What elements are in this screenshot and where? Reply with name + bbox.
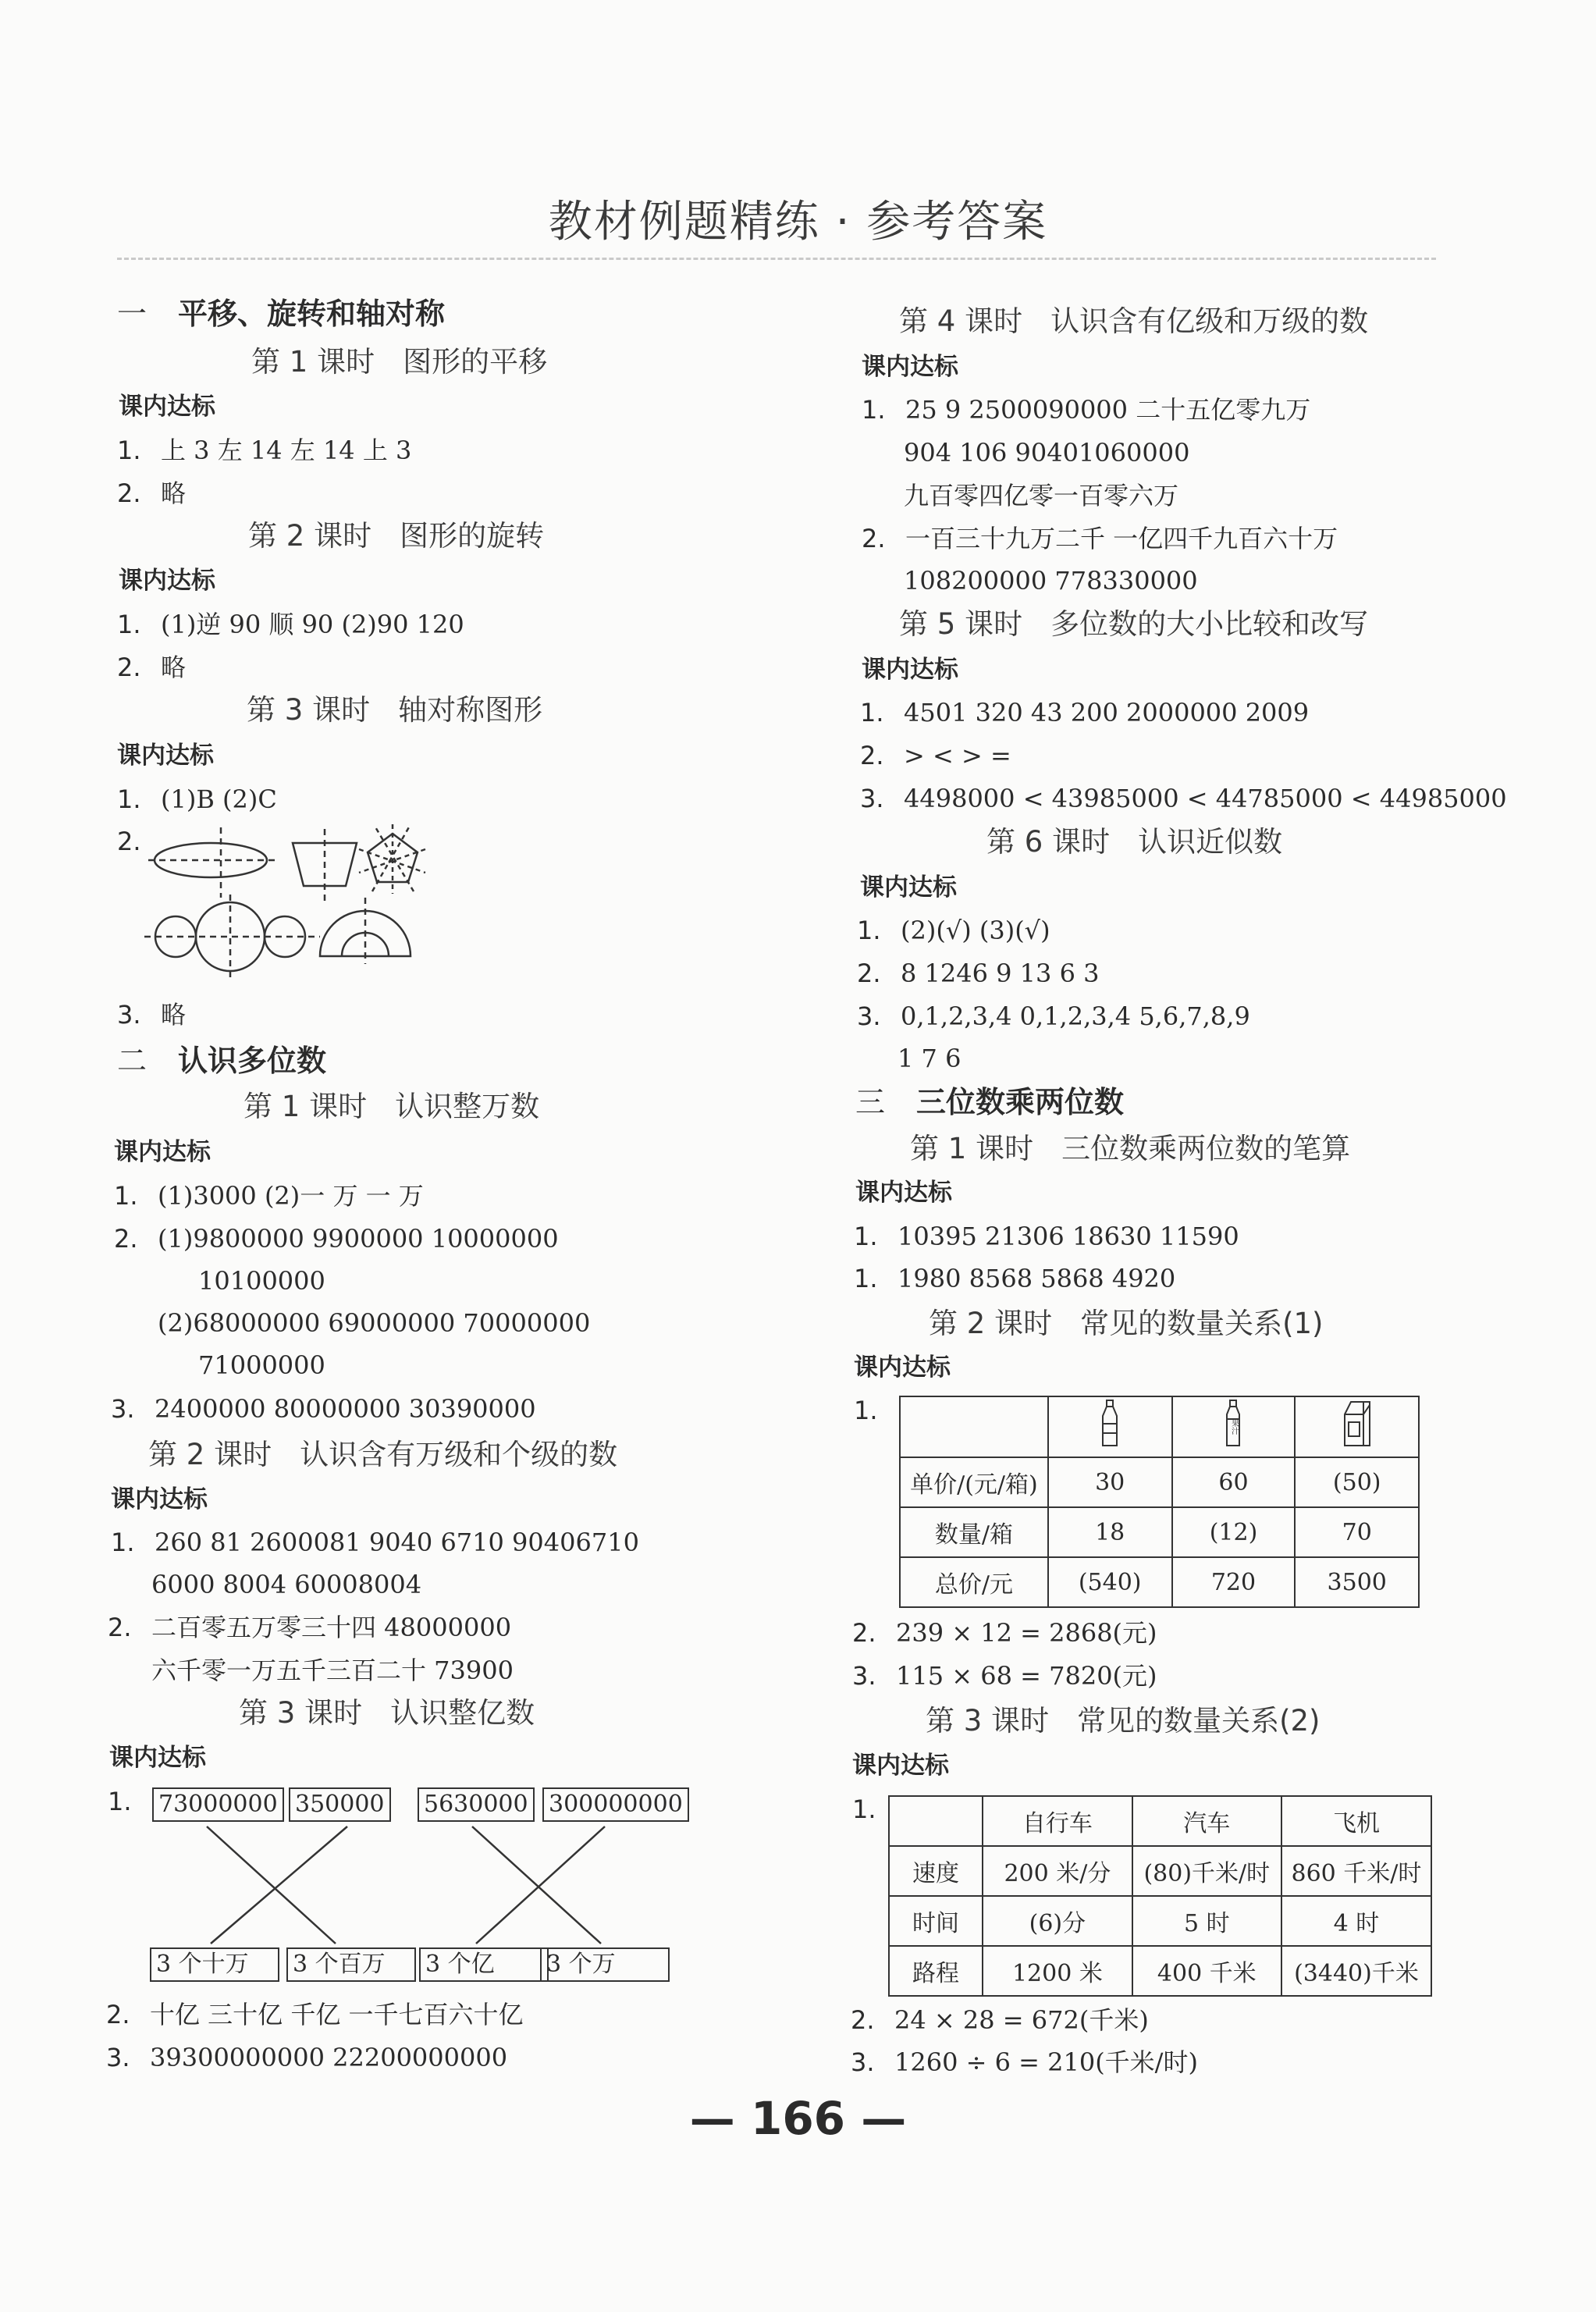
table-row: 路程 1200 米 400 千米 (3440)千米 <box>889 1946 1431 1996</box>
unit-3-heading: 三 三位数乘两位数 <box>855 1084 1125 1119</box>
speed-table <box>888 1795 1432 1997</box>
lesson-heading: 第 2 课时 图形的旋转 <box>248 519 545 553</box>
answer-line: 2. 24 × 28 = 672(千米) <box>851 2005 1149 2035</box>
lesson-heading: 第 2 课时 常见的数量关系(1) <box>929 1307 1324 1340</box>
unit-1-heading: 一 平移、旋转和轴对称 <box>117 296 446 331</box>
symmetry-figures <box>152 820 449 976</box>
answer-line: 1. 25 9 2500090000 二十五亿零九万 <box>862 395 1311 425</box>
match-box: 3 个十万 <box>150 1947 279 1982</box>
answer-line: 3. 0,1,2,3,4 0,1,2,3,4 5,6,7,8,9 <box>857 1001 1250 1031</box>
lesson-heading: 第 5 课时 多位数的大小比较和改写 <box>899 607 1369 641</box>
match-box: 3 个万 <box>540 1947 670 1982</box>
answer-line: 10100000 <box>198 1266 325 1296</box>
table-header-row: 自行车 汽车 飞机 <box>889 1796 1431 1846</box>
answer-line: 904 106 90401060000 <box>904 438 1190 468</box>
lesson-heading: 第 1 课时 图形的平移 <box>251 345 548 379</box>
lesson-heading: 第 3 课时 轴对称图形 <box>247 693 543 727</box>
answer-line: 2. > < > = <box>860 741 1011 770</box>
subheading: 课内达标 <box>862 656 958 684</box>
table-header-row <box>900 1396 1419 1457</box>
answer-line: 1. 4501 320 43 200 2000000 2009 <box>860 698 1310 727</box>
lesson-heading: 第 3 课时 认识整亿数 <box>239 1696 535 1730</box>
juice-icon-cell <box>1172 1396 1296 1457</box>
subheading: 课内达标 <box>854 1353 951 1382</box>
table-row: 总价/元 (540) 720 3500 <box>900 1557 1419 1607</box>
match-box: 3 个亿 <box>419 1947 549 1982</box>
subheading: 课内达标 <box>114 1138 211 1166</box>
answer-line: 108200000 778330000 <box>904 566 1198 596</box>
large-bottle-icon <box>1098 1399 1121 1449</box>
price-table <box>899 1396 1420 1608</box>
answer-line: 3. 略 <box>117 1000 187 1030</box>
table-row: 速度 200 米/分 (80)千米/时 860 千米/时 <box>889 1846 1431 1896</box>
answer-line: (2)68000000 69000000 70000000 <box>158 1308 591 1338</box>
answer-line: 1. 10395 21306 18630 11590 <box>854 1222 1239 1251</box>
answer-line: 3. 2400000 80000000 30390000 <box>111 1394 536 1424</box>
answer-line: 1. (1)3000 (2)一 万 一 万 <box>114 1181 424 1211</box>
subheading: 课内达标 <box>119 393 215 421</box>
title-divider <box>117 258 1436 260</box>
table-row: 单价/(元/箱) 30 60 (50) <box>900 1457 1419 1507</box>
unit-2-heading: 二 认识多位数 <box>117 1043 327 1078</box>
subheading: 课内达标 <box>855 1179 952 1207</box>
match-lines <box>152 1826 683 1944</box>
answer-line: 2. 略 <box>117 478 187 508</box>
lesson-heading: 第 6 课时 认识近似数 <box>986 825 1283 859</box>
match-box: 73000000 <box>152 1787 284 1822</box>
answer-line: 3. 1260 ÷ 6 = 210(千米/时) <box>851 2047 1198 2077</box>
answer-line: 六千零一万五千三百二十 73900 <box>151 1656 514 1685</box>
answer-line: 2. 8 1246 9 13 6 3 <box>857 959 1100 988</box>
answer-line: 71000000 <box>198 1350 325 1380</box>
lesson-heading: 第 4 课时 认识含有亿级和万级的数 <box>899 304 1369 338</box>
answer-line: 2. 一百三十九万二千 一亿四千九百六十万 <box>862 524 1338 553</box>
table-row: 数量/箱 18 (12) 70 <box>900 1507 1419 1557</box>
answer-line: 1. 260 81 2600081 9040 6710 90406710 <box>111 1528 639 1557</box>
match-box: 350000 <box>289 1787 391 1822</box>
milk-carton-icon <box>1340 1399 1374 1449</box>
page-title: 教材例题精练 · 参考答案 <box>548 197 1048 247</box>
answer-line: 3. 4498000 < 43985000 < 44785000 < 44985000 <box>860 784 1507 813</box>
answer-line: 1. <box>108 1787 132 1816</box>
pentagon-figure <box>368 834 418 882</box>
answer-line: 1. (1)B (2)C <box>117 784 277 814</box>
answer-line: 2. 略 <box>117 653 187 682</box>
carton-icon-cell <box>1295 1396 1419 1457</box>
table-row: 时间 (6)分 5 时 4 时 <box>889 1896 1431 1946</box>
page-number: — 166 — <box>689 2092 907 2145</box>
match-box: 3 个百万 <box>286 1947 416 1982</box>
answer-line: 2. 二百零五万零三十四 48000000 <box>108 1613 512 1642</box>
subheading: 课内达标 <box>119 567 215 595</box>
answer-line: 1. <box>854 1396 878 1425</box>
answer-line: 3. 115 × 68 = 7820(元) <box>852 1661 1157 1691</box>
subheading: 课内达标 <box>111 1485 208 1513</box>
answer-line: 1. (1)逆 90 顺 90 (2)90 120 <box>117 610 464 639</box>
answer-line: 2. (1)9800000 9900000 10000000 <box>114 1224 559 1254</box>
answer-line: 3. 39300000000 22200000000 <box>106 2043 508 2072</box>
subheading: 课内达标 <box>852 1752 949 1780</box>
lesson-heading: 第 1 课时 认识整万数 <box>243 1090 540 1123</box>
bottle-icon-cell <box>1048 1396 1172 1457</box>
answer-line: 2. 239 × 12 = 2868(元) <box>852 1618 1157 1648</box>
answer-line: 1. (2)(√) (3)(√) <box>857 916 1050 945</box>
lesson-heading: 第 2 课时 认识含有万级和个级的数 <box>148 1438 618 1471</box>
answer-line: 6000 8004 60008004 <box>151 1570 422 1599</box>
answer-line: 2. <box>117 827 141 856</box>
match-box: 5630000 <box>418 1787 535 1822</box>
match-box: 300000000 <box>542 1787 689 1822</box>
juice-label: 果汁 <box>1229 1419 1239 1435</box>
lesson-heading: 第 3 课时 常见的数量关系(2) <box>926 1704 1321 1738</box>
subheading: 课内达标 <box>860 873 957 902</box>
answer-line: 1 7 6 <box>898 1044 962 1073</box>
subheading: 课内达标 <box>862 353 958 381</box>
subheading: 课内达标 <box>117 742 214 770</box>
answer-line: 九百零四亿零一百零六万 <box>904 481 1179 510</box>
lesson-heading: 第 1 课时 三位数乘两位数的笔算 <box>910 1132 1351 1165</box>
answer-line: 1. 上 3 左 14 左 14 上 3 <box>117 436 412 465</box>
answer-line: 1. 1980 8568 5868 4920 <box>854 1264 1176 1293</box>
answer-line: 1. <box>852 1794 876 1824</box>
subheading: 课内达标 <box>109 1744 206 1772</box>
answer-line: 2. 十亿 三十亿 千亿 一千七百六十亿 <box>106 2000 524 2029</box>
